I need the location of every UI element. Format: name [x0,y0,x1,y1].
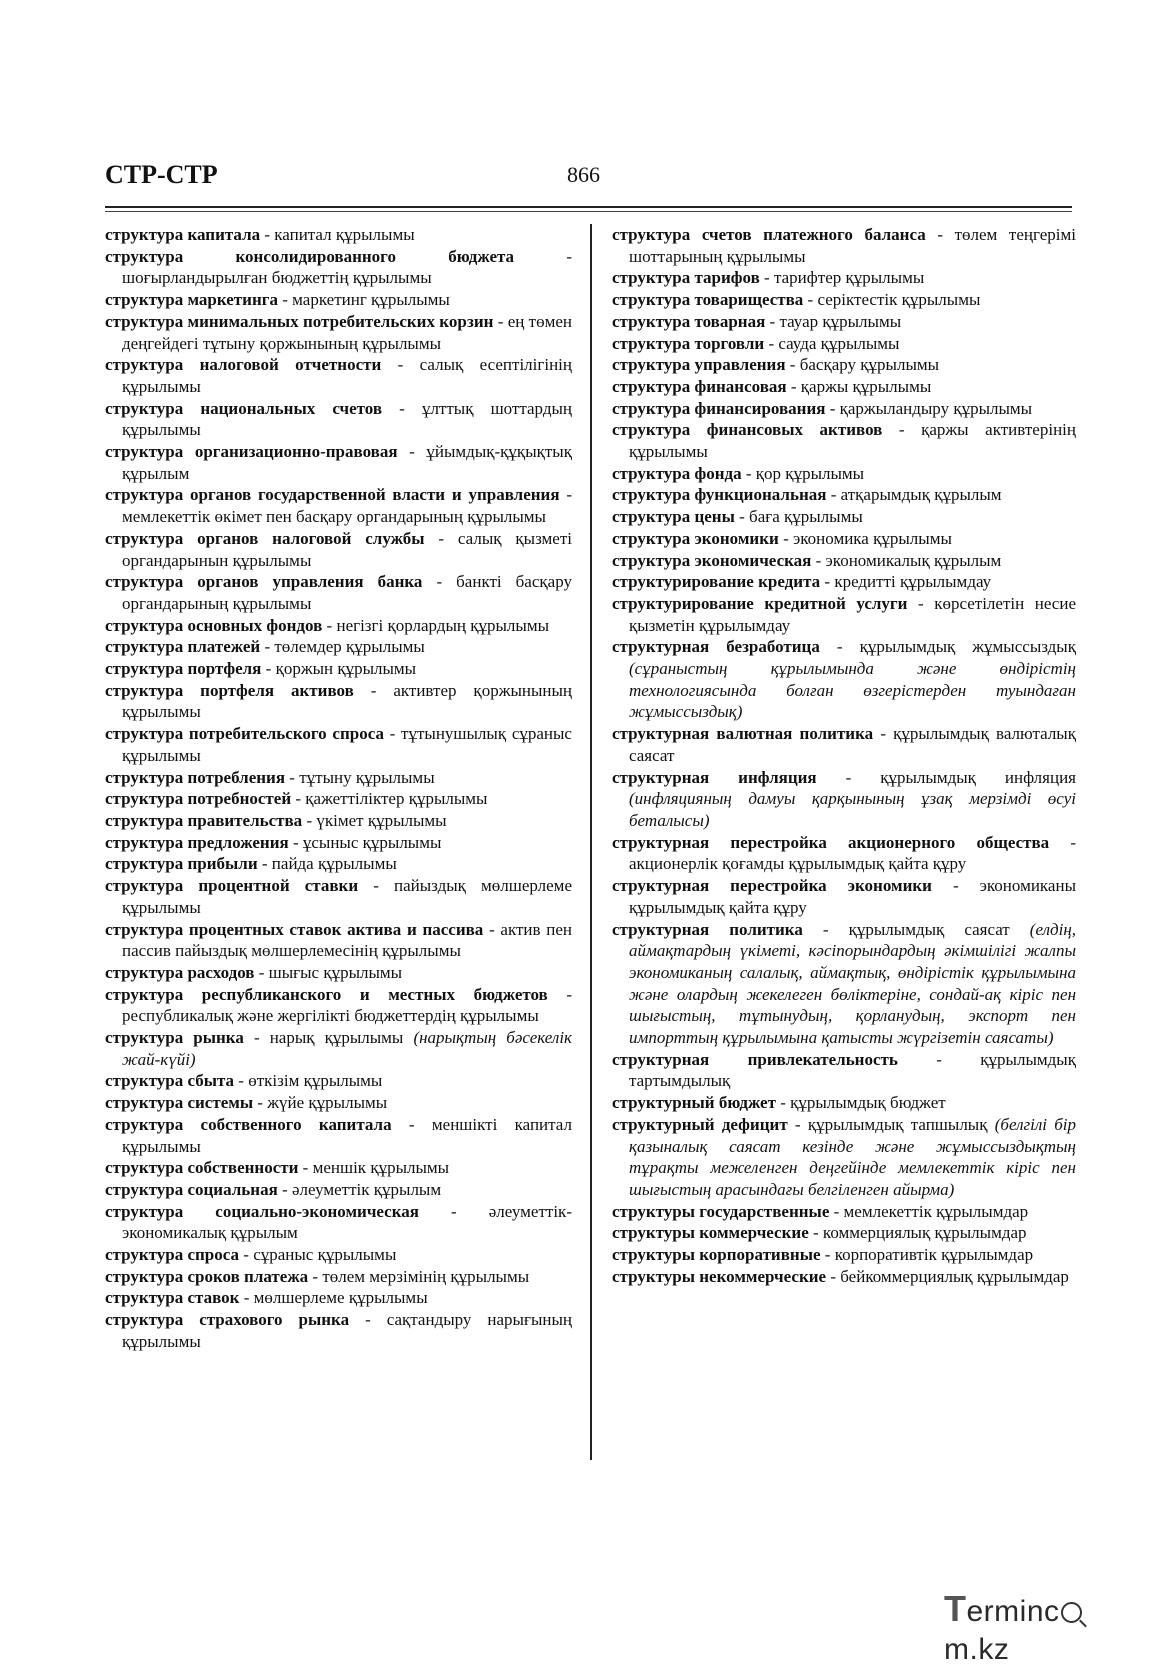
entry-term: структурная перестройка акционерного общества [612,832,1050,852]
entry-note: (елдің, аймақтардың үкіметі, кәсіпорындардың әкімшілігі жалпы экономиканың салалық, аймақтық, өндірістік құрылымына және олардың жекелеген бөліктеріне, сондай-ақ кіріс пен шығыстың, тұтынудың, қорланудың, экспорт пен импорттың құрылымына қатысты жүргізетін саясаты) [629,919,1076,1048]
entry-term: структура системы [105,1093,254,1113]
entry-note: (инфляцияның дамуы қарқынының ұзақ мерзімді өсуі беталысы) [629,789,1076,830]
entry-translation: экономика құрылымы [792,528,952,548]
entry-translation: салық қызметі органдарынын құрылымы [122,528,572,570]
entry-term: структура потребностей [105,789,292,809]
entry-translation: құрылымдық валюталық саясат [629,724,1076,765]
entry-translation: тұтыну құрылымы [299,767,435,787]
entry-translation: бейкоммерциялық құрылымдар [840,1266,1069,1286]
entry-translation: көрсетілетін несие қызметін құрылымдау [629,593,1076,635]
entry-translation: қажеттіліктер құрылымы [305,789,488,809]
entry-term: структура капитала [105,225,261,244]
entry-translation: тауар құрылымы [779,311,902,331]
header-rule-thick [105,206,1072,208]
dictionary-entry: структура сбыта - өткізім құрылымы [105,1071,383,1091]
entry-term: структура потребления [105,767,286,787]
entry-translation: актив пен пассив пайыздық мөлшерлемесінің құрылымы [122,919,572,961]
dictionary-entry: структура системы - жүйе құрылымы [105,1093,388,1113]
dictionary-entry: структура финансовая - қаржы құрылымы [612,376,932,396]
dictionary-entry: структура социально-экономическая - әлеуметтік-экономикалық құрылым [105,1201,572,1243]
dictionary-entry: структурная безработица - құрылымдық жұмыссыздық (сұраныстың құрылымында және өндірістің технологиясында болған өзгерістерден туындаған жұмыссыздық) [612,637,1076,722]
entry-translation: төлем теңгерімі шоттарының құрылымы [629,225,1076,266]
entry-translation: атқарымдық құрылым [840,485,1002,505]
entry-term: структура прибыли [105,854,258,874]
entry-note: (белгілі бір қазыналық саясат кезінде және жұмыссыздықтың тұрақты межеленген деңгейінде мемлекеттік кіріс пен шығыстың арасындағы белгіленген айырма) [629,1114,1076,1199]
site-logo[interactable]: Termincm.kz [944,1590,1144,1628]
dictionary-entry: структура республиканского и местных бюджетов - республикалық және жергілікті бюджеттердің құрылымы [105,984,572,1026]
entry-term: структура рынка [105,1028,244,1048]
entry-term: структура функциональная [612,485,827,505]
dictionary-entry: структура рынка - нарық құрылымы (нарықтың бәсекелік жай-күйі) [105,1028,572,1069]
entry-term: структура собственности [105,1158,299,1178]
dictionary-entry: структура процентных ставок актива и пассива - актив пен пассив пайыздық мөлшерлемесінің құрылымы [105,919,572,961]
entry-translation: ең төмен деңгейдегі тұтыну қоржынының құрылымы [122,311,572,353]
entry-translation: басқару құрылымы [799,355,940,375]
entry-term: структурная валютная политика [612,724,874,744]
entry-term: структура экономики [612,528,779,548]
dictionary-entry: структура фонда - қор құрылымы [612,463,865,483]
dictionary-entry: структурирование кредита - кредитті құрылымдау [612,572,992,592]
entry-term: структура национальных счетов [105,398,383,418]
dictionary-entry: структурный бюджет - құрылымдық бюджет [612,1093,946,1113]
entry-term: структура товарищества [612,290,804,310]
entry-term: структура фонда [612,463,742,483]
entry-term: структура республиканского и местных бюджетов [105,984,548,1004]
right-column [612,224,1076,1287]
entry-term: структура консолидированного бюджета [105,246,515,266]
entry-translation: шығыс құрылымы [268,962,403,982]
dictionary-entry: структура основных фондов - негізгі қорлардың құрылымы [105,615,549,635]
dictionary-entry: структура портфеля активов - активтер қоржынының құрылымы [105,680,572,722]
entry-term: структура тарифов [612,268,760,288]
dictionary-entry: структура расходов - шығыс құрылымы [105,962,403,982]
entry-term: структура собственного капитала [105,1114,392,1134]
entry-term: структура процентной ставки [105,876,359,896]
running-head: СТР-СТР [105,160,218,189]
entry-translation: шоғырландырылған бюджеттің құрылымы [122,268,432,288]
entry-translation: коммерциялық құрылымдар [822,1223,1027,1243]
entry-translation: құрылымдық инфляция [880,767,1077,787]
dictionary-entry: структура управления - басқару құрылымы [612,355,940,375]
entry-term: структура маркетинга [105,290,278,310]
entry-translation: қаржыландыру құрылымы [839,398,1033,418]
entry-term: структура сроков платежа [105,1266,309,1286]
header-rule-thin [105,211,1072,212]
entry-term: структура спроса [105,1245,240,1265]
entry-translation: қоржын құрылымы [275,659,417,679]
entry-translation: әлеуметтік-экономикалық құрылым [122,1201,572,1243]
dictionary-entry: структурная привлекательность - құрылымдық тартымдылық [612,1049,1076,1091]
entry-translation: құрылымдық жұмыссыздық [859,637,1076,657]
dictionary-entry: структура экономики - экономика құрылымы [612,528,952,548]
entry-term: структура управления [612,355,786,375]
dictionary-entry: структуры некоммерческие - бейкоммерциялық құрылымдар [612,1266,1069,1286]
dictionary-entry: структура счетов платежного баланса - төлем теңгерімі шоттарының құрылымы [612,225,1076,266]
entry-translation: құрылымдық тартымдылық [629,1049,1076,1091]
entry-term: структура органов налоговой службы [105,528,425,548]
entry-term: структурный бюджет [612,1093,776,1113]
entry-term: структура торговли [612,333,765,353]
entry-translation: қор құрылымы [755,463,865,483]
entry-translation: кредитті құрылымдау [834,572,992,592]
entry-term: структурный дефицит [612,1114,788,1134]
entry-translation: пайда құрылымы [271,854,397,874]
dictionary-entry: структура органов налоговой службы - салық қызметі органдарынын құрылымы [105,528,572,570]
entry-translation: мемлекеттік өкімет пен басқару органдарының құрылымы [122,507,546,527]
entry-translation: құрылымдық саясат [848,919,1010,939]
entry-translation: сауда құрылымы [778,333,900,353]
dictionary-entry: структуры коммерческие - коммерциялық құрылымдар [612,1223,1027,1243]
dictionary-entry: структура функциональная - атқарымдық құрылым [612,485,1002,505]
entry-term: структурная перестройка экономики [612,876,932,896]
entry-translation: республикалық және жергілікті бюджеттердің құрылымы [122,1006,539,1026]
dictionary-entry: структура тарифов - тарифтер құрылымы [612,268,925,288]
entry-term: структура органов управления банка [105,572,423,592]
entry-term: структура портфеля активов [105,680,354,700]
entry-note: (сұраныстың құрылымында және өндірістің технологиясында болған өзгерістерден туындаған жұмыссыздық) [629,659,1076,722]
entry-translation: өткізім құрылымы [248,1071,383,1091]
entry-term: структура финансовая [612,376,787,396]
entry-translation: ұлттық шоттардың құрылымы [122,398,572,440]
entry-translation: нарық құрылымы [269,1028,404,1048]
dictionary-entry: структура капитала - капитал құрылымы [105,225,415,244]
dictionary-entry: структура финансовых активов - қаржы активтерінің құрылымы [612,420,1076,462]
dictionary-entry: структура потребления - тұтыну құрылымы [105,767,435,787]
entry-term: структурная безработица [612,637,820,657]
entry-term: структура портфеля [105,659,262,679]
entry-translation: сақтандыру нарығының құрылымы [122,1310,572,1351]
entry-term: структуры некоммерческие [612,1266,827,1286]
magnifier-icon [1061,1602,1082,1623]
entry-translation: активтер қоржынының құрылымы [122,680,572,722]
dictionary-entry: структура платежей - төлемдер құрылымы [105,637,425,657]
entry-term: структура организационно-правовая [105,442,398,462]
dictionary-entry: структура сроков платежа - төлем мерзімінің құрылымы [105,1266,530,1286]
entry-translation: негізгі қорлардың құрылымы [336,615,549,635]
entry-term: структура процентных ставок актива и пассива [105,919,484,939]
dictionary-entry: структуры корпоративные - корпоративтік құрылымдар [612,1245,1034,1265]
entry-translation: төлем мерзімінің құрылымы [322,1266,530,1286]
entry-term: структура цены [612,507,735,527]
entry-translation: тұтынушылық сұраныс құрылымы [122,724,572,765]
entry-term: структура платежей [105,637,261,657]
entry-translation: серіктестік құрылымы [817,290,981,310]
entry-translation: құрылымдық бюджет [790,1093,946,1113]
dictionary-entry: структура социальная - әлеуметтік құрылым [105,1179,442,1199]
entry-term: структура минимальных потребительских корзин [105,311,494,331]
entry-translation: банкті басқару органдарының құрылымы [122,572,572,613]
entry-translation: қаржы активтерінің құрылымы [629,420,1076,462]
entry-term: структура расходов [105,962,255,982]
entry-translation: төлемдер құрылымы [274,637,425,657]
dictionary-entry: структура страхового рынка - сақтандыру нарығының құрылымы [105,1310,572,1351]
entry-term: структурная привлекательность [612,1049,898,1069]
dictionary-entry: структура маркетинга - маркетинг құрылымы [105,290,450,310]
entry-term: структура финансовых активов [612,420,883,440]
dictionary-entry: структурная перестройка акционерного общества - акционерлік қоғамды құрылымдық қайта құру [612,832,1077,874]
dictionary-entry: структура правительства - үкімет құрылымы [105,810,447,830]
entry-translation: баға құрылымы [749,507,863,527]
dictionary-entry: структура органов государственной власти и управления - мемлекеттік өкімет пен басқару органдарының құрылымы [105,485,572,527]
dictionary-entry: структура национальных счетов - ұлттық шоттардың құрылымы [105,398,572,440]
entry-translation: меншікті капитал құрылымы [122,1114,572,1156]
dictionary-entry: структура минимальных потребительских корзин - ең төмен деңгейдегі тұтыну қоржынының құрылымы [105,311,572,353]
entry-term: структура сбыта [105,1071,235,1091]
dictionary-entry: структура потребностей - қажеттіліктер құрылымы [105,789,488,809]
entry-translation: пайыздық мөлшерлеме құрылымы [122,876,572,917]
entry-translation: құрылымдық тапшылық [807,1114,988,1134]
entry-translation: маркетинг құрылымы [292,290,450,310]
entry-term: структура потребительского спроса [105,724,384,744]
dictionary-entry: структура портфеля - қоржын құрылымы [105,659,417,679]
dictionary-entry: структура собственности - меншік құрылымы [105,1158,450,1178]
entry-translation: үкімет құрылымы [316,810,447,830]
entry-term: структуры государственные [612,1201,830,1221]
dictionary-entry: структура финансирования - қаржыландыру құрылымы [612,398,1033,418]
entry-term: структурирование кредита [612,572,821,592]
page-number: 866 [567,162,600,187]
entry-translation: сұраныс құрылымы [253,1245,397,1265]
entry-translation: экономиканы құрылымдық қайта құру [629,876,1076,917]
entry-translation: капитал құрылымы [274,225,415,244]
dictionary-entry: структурирование кредитной услуги - көрсетілетін несие қызметін құрылымдау [612,593,1076,635]
entry-term: структурирование кредитной услуги [612,593,908,613]
dictionary-entry: структура предложения - ұсыныс құрылымы [105,832,442,852]
dictionary-entry: структура собственного капитала - меншікті капитал құрылымы [105,1114,572,1156]
entry-translation: салық есептілігінің құрылымы [122,355,572,396]
entry-term: структура налоговой отчетности [105,355,382,375]
entry-term: структура предложения [105,832,289,852]
dictionary-entry: структуры государственные - мемлекеттік құрылымдар [612,1201,1029,1221]
dictionary-entry: структура экономическая - экономикалық құрылым [612,550,1002,570]
entry-term: структура социальная [105,1179,278,1199]
dictionary-entry: структура цены - баға құрылымы [612,507,863,527]
dictionary-entry: структура налоговой отчетности - салық есептілігінің құрылымы [105,355,572,396]
dictionary-entry: структура спроса - сұраныс құрылымы [105,1245,397,1265]
dictionary-entry: структура организационно-правовая - ұйымдық-құқықтық құрылым [105,442,572,483]
entry-term: структурная инфляция [612,767,817,787]
entry-term: структура правительства [105,810,303,830]
entry-translation: қаржы құрылымы [800,376,932,396]
dictionary-entry: структурная валютная политика - құрылымдық валюталық саясат [612,724,1076,765]
dictionary-entry: структура органов управления банка - банкті басқару органдарының құрылымы [105,572,572,613]
entry-note: (нарықтың бәсекелік жай-күйі) [122,1028,572,1069]
entry-term: структура товарная [612,311,766,331]
left-column [105,224,572,1353]
entry-term: структуры коммерческие [612,1223,809,1243]
dictionary-entry: структурная политика - құрылымдық саясат (елдің, аймақтардың үкіметі, кәсіпорындардың әкімшілігі жалпы экономиканың салалық, аймақтық, өндірістік құрылымына және олардың жекелеген бөліктеріне, сондай-ақ кіріс пен шығыстың, тұтынудың, қорланудың, экспорт пен импорттың құрылымына қатысты жүргізетін саясаты) [612,919,1076,1048]
column-divider [590,224,592,1460]
dictionary-entry: структура прибыли - пайда құрылымы [105,854,397,874]
entry-translation: ұйымдық-құқықтық құрылым [122,442,572,483]
entry-translation: әлеуметтік құрылым [291,1179,442,1199]
dictionary-entry: структура консолидированного бюджета - шоғырландырылған бюджеттің құрылымы [105,246,572,288]
dictionary-entry: структура ставок - мөлшерлеме құрылымы [105,1288,428,1308]
entry-translation: мемлекеттік құрылымдар [843,1201,1029,1221]
entry-translation: корпоративтік құрылымдар [834,1245,1034,1265]
entry-translation: акционерлік қоғамды құрылымдық қайта құру [629,854,967,874]
entry-term: структура счетов платежного баланса [612,225,926,244]
dictionary-entry: структурный дефицит - құрылымдық тапшылық (белгілі бір қазыналық саясат кезінде және жұмыссыздықтың тұрақты межеленген деңгейінде мемлекеттік кіріс пен шығыстың арасындағы белгіленген айырма) [612,1114,1076,1199]
dictionary-entry: структура товарищества - серіктестік құрылымы [612,290,981,310]
entry-term: структура финансирования [612,398,826,418]
dictionary-entry: структура товарная - тауар құрылымы [612,311,902,331]
entry-term: структура органов государственной власти и управления [105,485,560,505]
entry-translation: тарифтер құрылымы [773,268,925,288]
entry-translation: мөлшерлеме құрылымы [253,1288,428,1308]
dictionary-entry: структура торговли - сауда құрылымы [612,333,900,353]
dictionary-entry: структурная перестройка экономики - экономиканы құрылымдық қайта құру [612,876,1076,917]
entry-translation: ұсыныс құрылымы [302,832,442,852]
dictionary-entry: структура процентной ставки - пайыздық мөлшерлеме құрылымы [105,876,572,917]
entry-translation: экономикалық құрылым [825,550,1002,570]
entry-term: структуры корпоративные [612,1245,821,1265]
entry-term: структурная политика [612,919,803,939]
dictionary-entry: структура потребительского спроса - тұтынушылық сұраныс құрылымы [105,724,572,765]
entry-translation: меншік құрылымы [312,1158,450,1178]
entry-term: структура страхового рынка [105,1310,350,1330]
entry-term: структура социально-экономическая [105,1201,419,1221]
entry-term: структура экономическая [612,550,812,570]
dictionary-entry: структурная инфляция - құрылымдық инфляция (инфляцияның дамуы қарқынының ұзақ мерзімді өсуі беталысы) [612,767,1077,830]
entry-translation: жүйе құрылымы [267,1093,388,1113]
page-header [105,158,1072,192]
entry-term: структура ставок [105,1288,240,1308]
entry-term: структура основных фондов [105,615,323,635]
